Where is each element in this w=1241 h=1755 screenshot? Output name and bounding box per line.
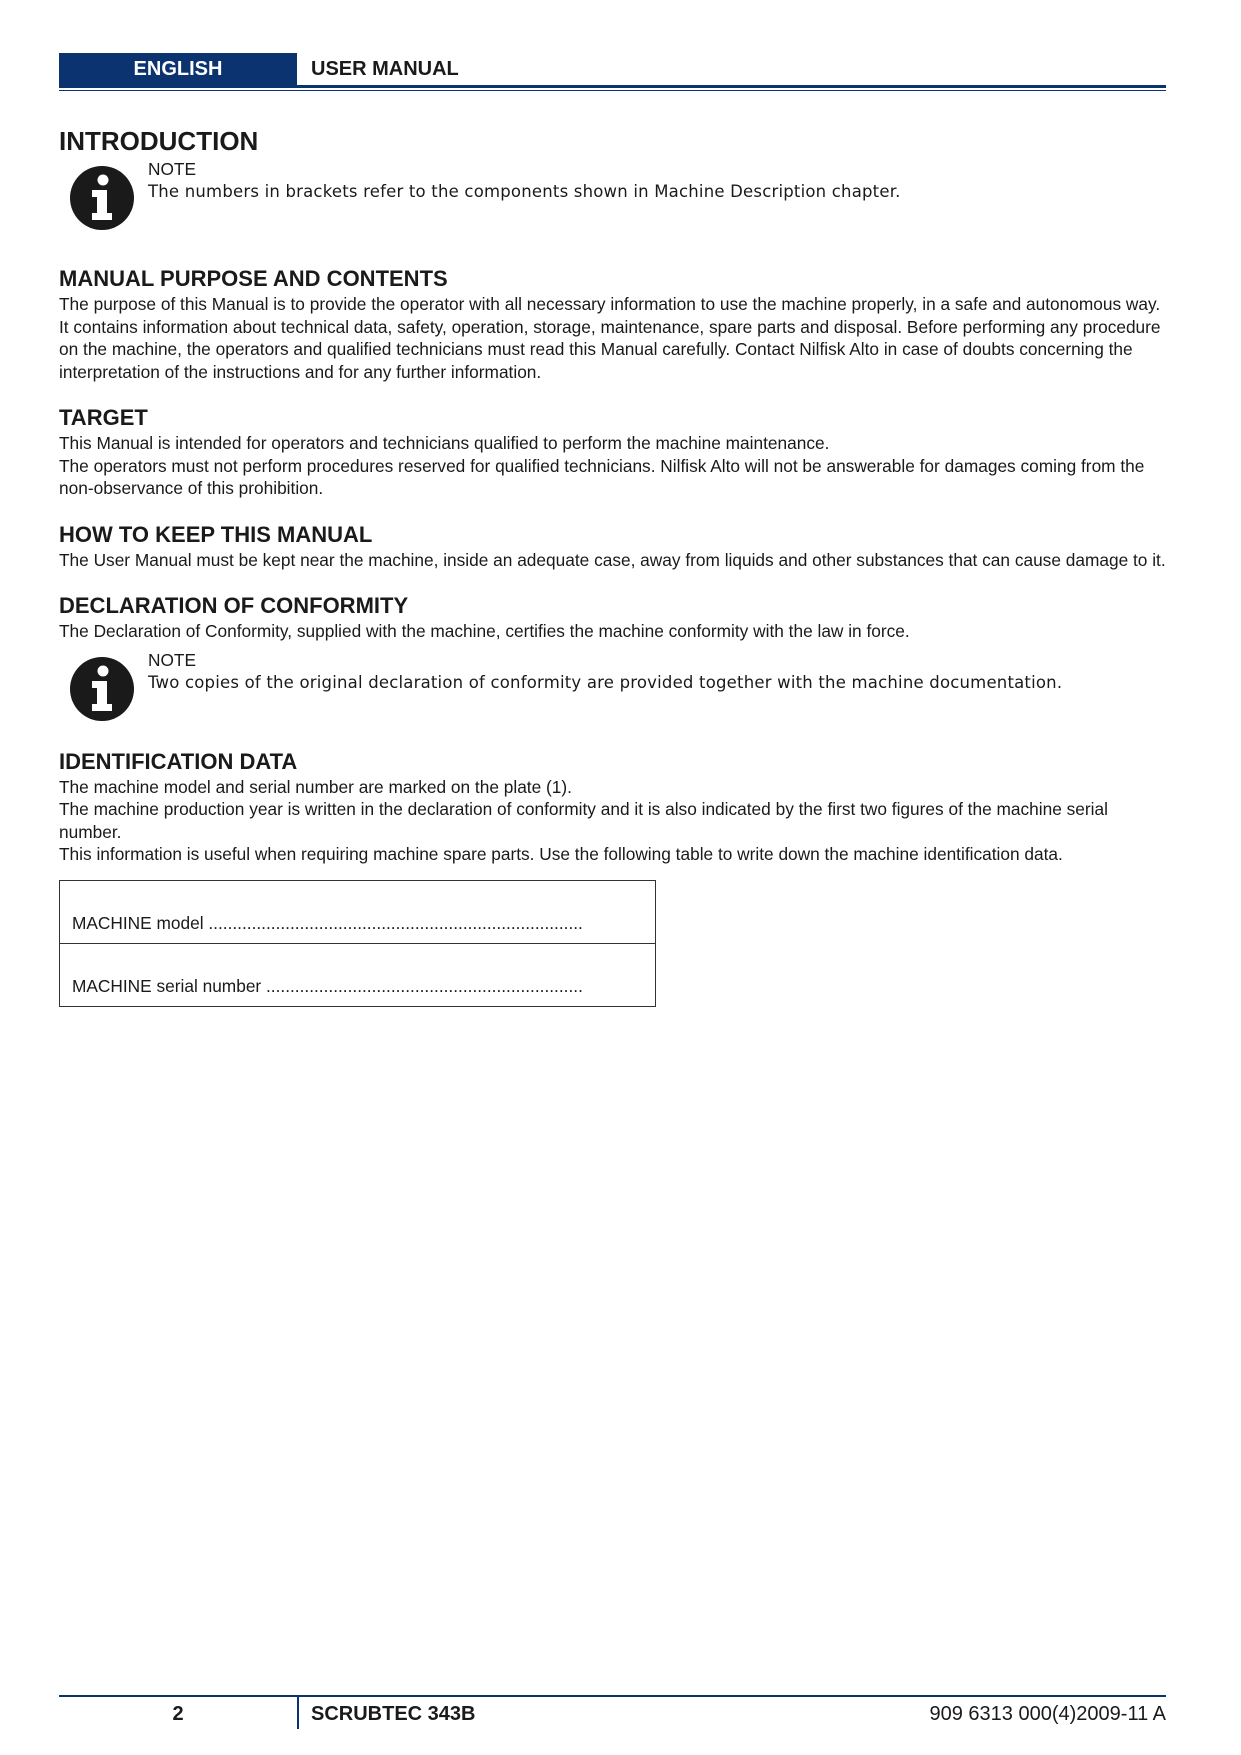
declaration-text: The Declaration of Conformity, supplied with the machine, certifies the machine conformity with the law in force.	[59, 621, 910, 641]
purpose-section	[59, 266, 1169, 383]
table-row	[60, 943, 656, 1006]
purpose-heading: MANUAL PURPOSE AND CONTENTS	[59, 266, 448, 291]
declaration-section	[59, 593, 1169, 729]
identification-text-3: This information is useful when requiring machine spare parts. Use the following table to write down the machine identification data.	[59, 844, 1063, 864]
info-icon	[70, 166, 134, 230]
footer-rule	[59, 1695, 1166, 1697]
keep-section	[59, 522, 1169, 572]
target-heading: TARGET	[59, 405, 148, 430]
keep-heading: HOW TO KEEP THIS MANUAL	[59, 521, 373, 547]
target-section	[59, 405, 1169, 500]
purpose-text: The purpose of this Manual is to provide the operator with all necessary information to use the machine properly, in a safe and autonomous way. It contains information about technical data, safety, operation, storage, maintenance, spare parts and disposal. Before performing any procedure on the machine, the operators and qualified technicians must read this Manual carefully. Contact Nilfisk Alto in case of doubts concerning the interpretation of the instructions and for any further information.	[59, 294, 1161, 382]
info-icon	[70, 657, 134, 721]
machine-model-field: MACHINE model ..............................................................................	[60, 880, 656, 943]
manual-title: USER MANUAL	[311, 58, 459, 80]
table-row	[60, 880, 656, 943]
page-content	[59, 124, 1169, 1007]
keep-text: The User Manual must be kept near the machine, inside an adequate case, away from liquids and other substances that can cause damage to it.	[59, 549, 1166, 570]
language-label: ENGLISH	[59, 53, 297, 85]
note-label: NOTE	[148, 649, 197, 670]
note-text: The numbers in brackets refer to the components shown in Machine Description chapter.	[148, 182, 901, 201]
note-box	[59, 649, 1169, 729]
machine-serial-field: MACHINE serial number ..................................................................	[60, 943, 656, 1006]
declaration-heading: DECLARATION OF CONFORMITY	[59, 593, 409, 618]
page-number: 2	[172, 1703, 184, 1725]
identification-text-1: The machine model and serial number are marked on the plate (1).	[59, 776, 572, 797]
note-text: Two copies of the original declaration of conformity are provided together with the machine documentation.	[148, 672, 1063, 692]
footer-document-code: 909 6313 000(4)2009-11 A	[929, 1703, 1166, 1725]
header-rule-thin	[59, 90, 1166, 91]
target-text-2: The operators must not perform procedures reserved for qualified technicians. Nilfisk Alto will not be answerable for damages coming from the non-observance of this prohibition.	[59, 455, 1145, 498]
footer-separator	[297, 1697, 299, 1729]
note-box	[59, 158, 1169, 238]
target-text-1: This Manual is intended for operators and technicians qualified to perform the machine maintenance.	[59, 433, 830, 453]
introduction-heading: INTRODUCTION	[59, 126, 259, 156]
identification-table	[59, 880, 656, 1007]
note-label: NOTE	[148, 159, 197, 179]
identification-text-2: The machine production year is written in the declaration of conformity and it is also indicated by the first two figures of the machine serial number.	[59, 799, 1108, 842]
identification-heading: IDENTIFICATION DATA	[59, 748, 298, 774]
page-header	[59, 53, 1166, 87]
header-rule	[59, 85, 1166, 88]
page-footer	[59, 1695, 1166, 1735]
footer-model: SCRUBTEC 343B	[311, 1703, 476, 1725]
identification-section	[59, 749, 1169, 1007]
